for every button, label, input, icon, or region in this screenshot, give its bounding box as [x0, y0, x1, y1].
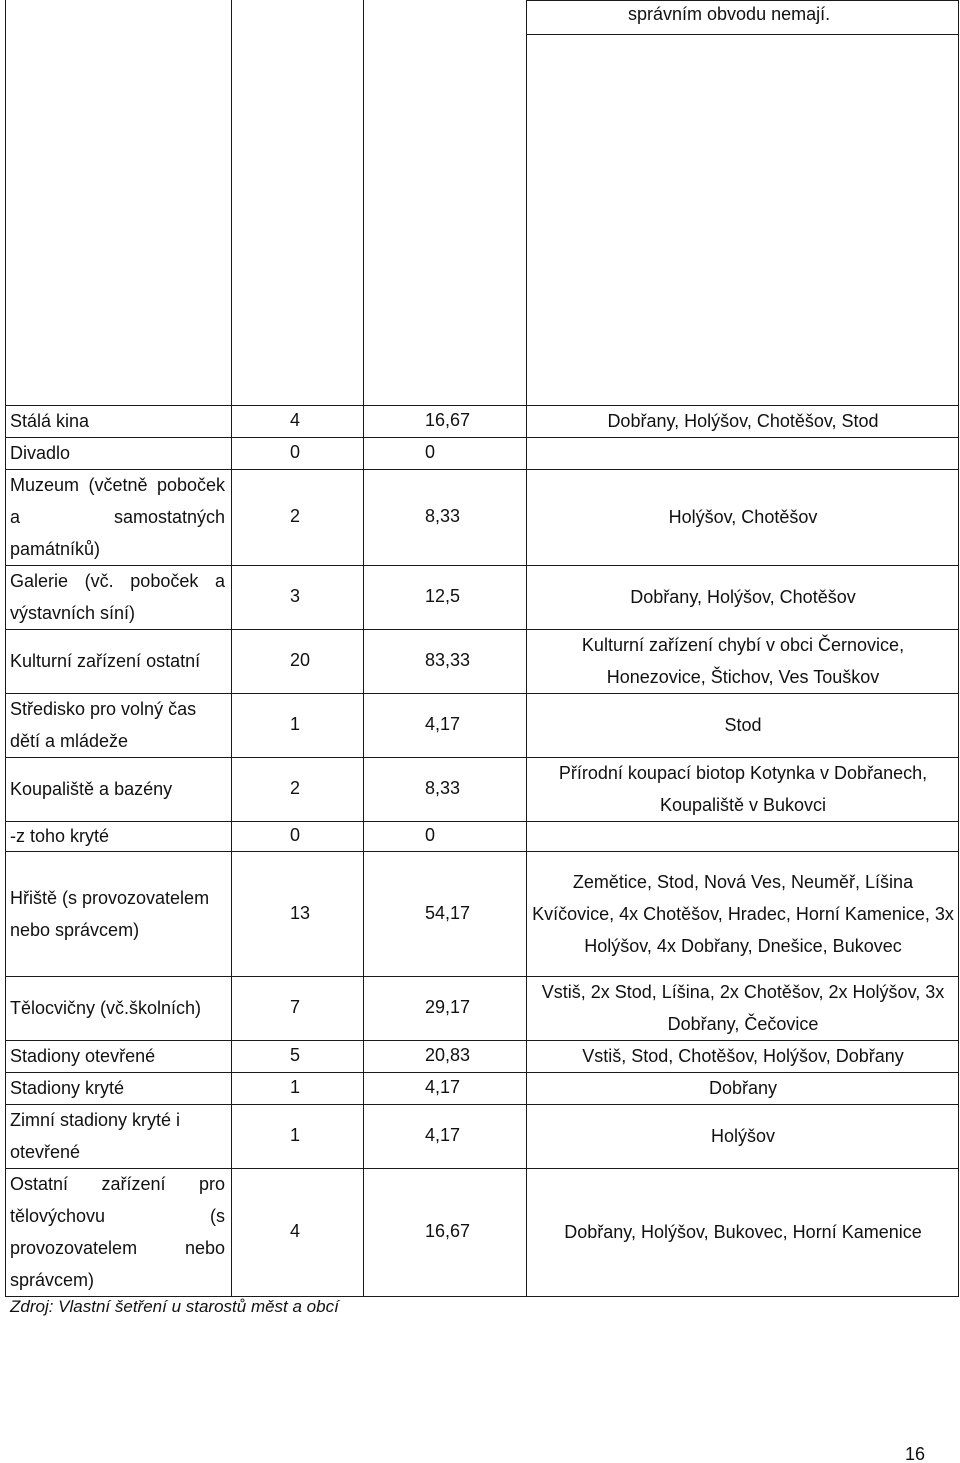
page-number: 16	[905, 1444, 926, 1463]
row-name: Stadiony otevřené	[10, 1046, 156, 1066]
row-count: 2	[290, 778, 301, 799]
row-name: Divadlo	[10, 443, 71, 463]
row-name: Stadiony kryté	[10, 1078, 125, 1098]
row-percent: 12,5	[425, 586, 461, 607]
row-count: 0	[290, 825, 301, 846]
row-percent: 8,33	[425, 778, 461, 799]
row-count: 1	[290, 714, 301, 735]
source-caption: Zdroj: Vlastní šetření u starostů měst a obcí	[10, 1297, 339, 1316]
row-places: Kulturní zařízení chybí v obci Černovice, Honezovice, Štichov, Ves Touškov	[581, 635, 905, 687]
row-count: 13	[290, 902, 311, 923]
row-places: Dobřany, Holýšov, Bukovec, Horní Kamenice	[564, 1222, 922, 1242]
row-percent: 54,17	[425, 902, 471, 923]
row-percent: 16,67	[425, 1221, 471, 1242]
row-percent: 0	[425, 825, 436, 846]
row-percent: 83,33	[425, 650, 471, 671]
row-places: Vstiš, 2x Stod, Líšina, 2x Chotěšov, 2x Holýšov, 3x Dobřany, Čečovice	[541, 982, 945, 1034]
row-percent: 20,83	[425, 1045, 471, 1066]
row-count: 1	[290, 1125, 301, 1146]
row-name: Hřiště (s provozovatelem nebo správcem)	[10, 887, 210, 940]
row-percent: 0	[425, 442, 436, 463]
top-fragment-text: správním obvodu nemají.	[628, 4, 831, 24]
row-percent: 8,33	[425, 506, 461, 527]
row-name: Muzeum (včetně poboček a samostatných památníků)	[10, 475, 225, 559]
row-percent: 4,17	[425, 714, 461, 735]
row-name: Tělocvičny (vč.školních)	[10, 998, 202, 1018]
row-name: Zimní stadiony kryté i otevřené	[10, 1110, 181, 1162]
row-name: Kulturní zařízení ostatní	[10, 651, 201, 671]
row-places: Dobřany	[708, 1078, 778, 1098]
row-count: 7	[290, 997, 301, 1018]
row-name: Koupaliště a bazény	[10, 779, 173, 799]
row-count: 4	[290, 1221, 301, 1242]
row-places: Vstiš, Stod, Chotěšov, Holýšov, Dobřany	[582, 1046, 904, 1066]
row-count: 2	[290, 506, 301, 527]
row-percent: 16,67	[425, 410, 471, 431]
row-places: Dobřany, Holýšov, Chotěšov	[630, 587, 856, 607]
row-name: Ostatní zařízení pro tělovýchovu (s provozovatelem nebo správcem)	[10, 1174, 225, 1290]
row-places: Holýšov	[710, 1126, 776, 1146]
row-count: 4	[290, 410, 301, 431]
row-percent: 29,17	[425, 997, 471, 1018]
row-name: Galerie (vč. poboček a výstavních síní)	[10, 571, 225, 623]
row-count: 3	[290, 586, 301, 607]
row-name: Středisko pro volný čas dětí a mládeže	[10, 699, 197, 751]
row-count: 20	[290, 650, 311, 671]
row-places: Přírodní koupací biotop Kotynka v Dobřanech, Koupaliště v Bukovci	[558, 763, 928, 815]
row-count: 1	[290, 1077, 301, 1098]
row-count: 0	[290, 442, 301, 463]
row-places: Holýšov, Chotěšov	[668, 507, 818, 527]
row-places: Dobřany, Holýšov, Chotěšov, Stod	[607, 411, 879, 431]
row-count: 5	[290, 1045, 301, 1066]
row-places: Stod	[724, 715, 762, 735]
row-percent: 4,17	[425, 1125, 461, 1146]
row-name: Stálá kina	[10, 411, 90, 431]
row-places: Zemětice, Stod, Nová Ves, Neuměř, Líšina Kvíčovice, 4x Chotěšov, Hradec, Horní Kamenice, 3x Holýšov, 4x Dobřany, Dnešice, Bukovec	[532, 871, 954, 956]
row-name: -z toho kryté	[10, 826, 110, 846]
row-percent: 4,17	[425, 1077, 461, 1098]
